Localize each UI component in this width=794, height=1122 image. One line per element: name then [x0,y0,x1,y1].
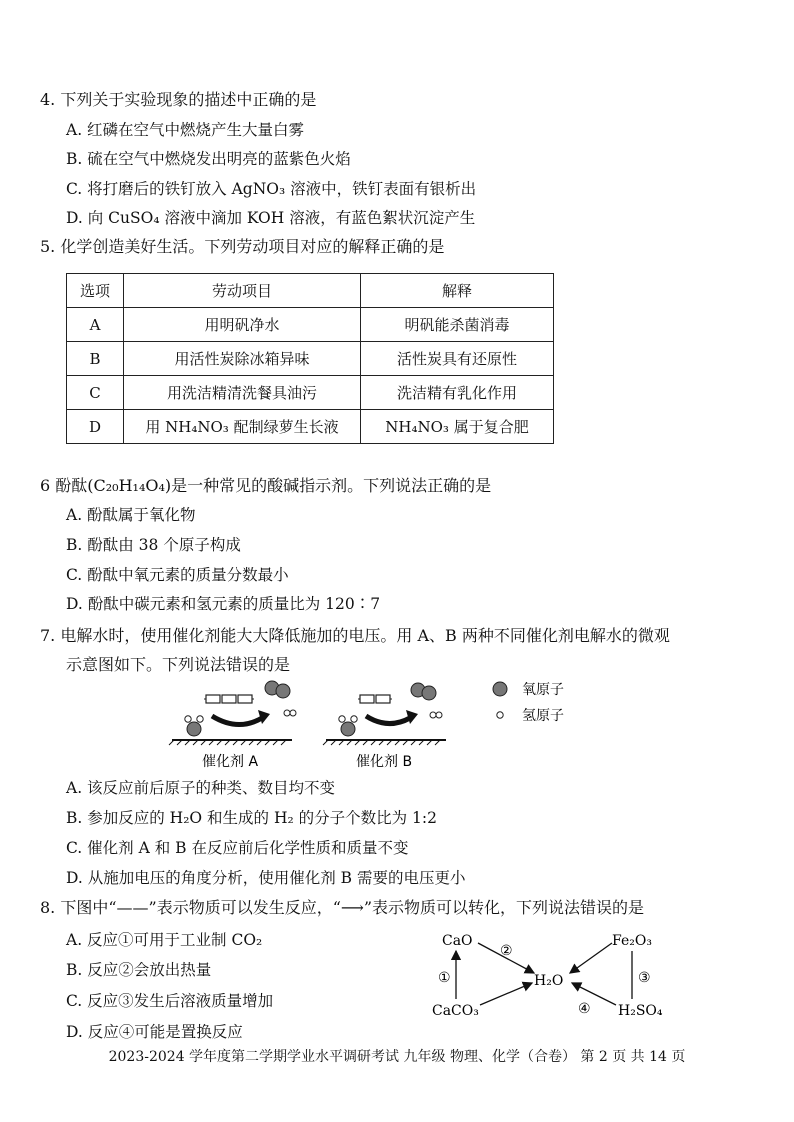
catalyst-a-label: 催化剂 A [202,754,259,770]
table-header: 劳动项目 [124,274,361,308]
q7-figure [160,674,590,774]
page-footer: 2023-2024 学年度第二学期学业水平调研考试 九年级 物理、化学（合卷） 第 2 页 共 14 页 [108,1049,686,1065]
node-fe2o3: Fe₂O₃ [612,933,652,949]
oxygen-atom-legend-icon [493,682,507,696]
table-cell: 用 NH₄NO₃ 配制绿萝生长液 [124,410,361,444]
table-cell: A [67,308,124,342]
question-8-stem: 8. 下图中“——”表示物质可以发生反应，“⟶”表示物质可以转化，下列说法错误的是 [40,898,645,917]
q7-option-a: A. 该反应前后原子的种类、数目均不变 [66,779,336,797]
reaction-4-label: ④ [578,1001,591,1017]
table-cell: B [67,342,124,376]
q4-option-b: B. 硫在空气中燃烧发出明亮的蓝紫色火焰 [66,150,351,168]
table-cell: 活性炭具有还原性 [361,342,554,376]
table-cell: 用明矾净水 [124,308,361,342]
q7-option-b: B. 参加反应的 H₂O 和生成的 H₂ 的分子个数比为 1:2 [66,809,437,827]
question-7-stem-line1: 7. 电解水时，使用催化剂能大大降低施加的电压。用 A、B 两种不同催化剂电解水的微观 [40,626,670,645]
q8-option-b: B. 反应②会放出热量 [66,961,212,979]
table-header-row [67,274,554,308]
question-6-stem: 6 酚酞(C₂₀H₁₄O₄)是一种常见的酸碱指示剂。下列说法正确的是 [40,476,492,495]
q4-option-c: C. 将打磨后的铁钉放入 AgNO₃ 溶液中，铁钉表面有银析出 [66,180,477,198]
legend-hydrogen-label: 氢原子 [522,708,564,724]
node-h2so4: H₂SO₄ [618,1003,663,1019]
reaction-diagram [420,925,680,1025]
table-header: 选项 [67,274,124,308]
q8-option-c: C. 反应③发生后溶液质量增加 [66,992,274,1010]
table-cell: 明矾能杀菌消毒 [361,308,554,342]
node-cao: CaO [442,933,473,949]
q4-option-a: A. 红磷在空气中燃烧产生大量白雾 [66,121,305,139]
reaction-1-label: ① [438,970,451,986]
table-row [67,308,554,342]
catalyst-a-panel [169,681,296,745]
node-caco3: CaCO₃ [432,1003,479,1019]
q8-diagram [420,925,680,1025]
q6-option-d: D. 酚酞中碳元素和氢元素的质量比为 120∶7 [66,595,381,613]
hydrogen-atom-legend-icon [497,712,503,718]
legend-oxygen-label: 氧原子 [522,682,564,698]
reaction-2-label: ② [500,943,513,959]
q4-option-d: D. 向 CuSO₄ 溶液中滴加 KOH 溶液，有蓝色絮状沉淀产生 [66,209,476,227]
table-cell: NH₄NO₃ 属于复合肥 [361,410,554,444]
catalyst-b-panel [323,683,446,745]
q7-option-c: C. 催化剂 A 和 B 在反应前后化学性质和质量不变 [66,839,409,857]
q8-option-d: D. 反应④可能是置换反应 [66,1023,243,1041]
question-4-stem: 4. 下列关于实验现象的描述中正确的是 [40,90,317,109]
table-row [67,410,554,444]
table-cell: C [67,376,124,410]
catalyst-b-label: 催化剂 B [356,754,413,770]
electrolysis-diagram [160,674,590,774]
question-5-stem: 5. 化学创造美好生活。下列劳动项目对应的解释正确的是 [40,237,445,256]
q6-option-c: C. 酚酞中氧元素的质量分数最小 [66,566,289,584]
table-row [67,342,554,376]
q6-option-b: B. 酚酞由 38 个原子构成 [66,536,241,554]
q5-table [66,273,554,444]
q8-option-a: A. 反应①可用于工业制 CO₂ [66,931,263,949]
table-cell: 用活性炭除冰箱异味 [124,342,361,376]
table-header: 解释 [361,274,554,308]
table-cell: 洗洁精有乳化作用 [361,376,554,410]
question-7-stem-line2: 示意图如下。下列说法错误的是 [66,655,291,674]
table-cell: 用洗洁精清洗餐具油污 [124,376,361,410]
q6-option-a: A. 酚酞属于氧化物 [66,506,196,524]
table-row [67,376,554,410]
table-cell: D [67,410,124,444]
node-h2o: H₂O [534,973,564,989]
q7-option-d: D. 从施加电压的角度分析，使用催化剂 B 需要的电压更小 [66,869,466,887]
reaction-3-label: ③ [638,970,651,986]
